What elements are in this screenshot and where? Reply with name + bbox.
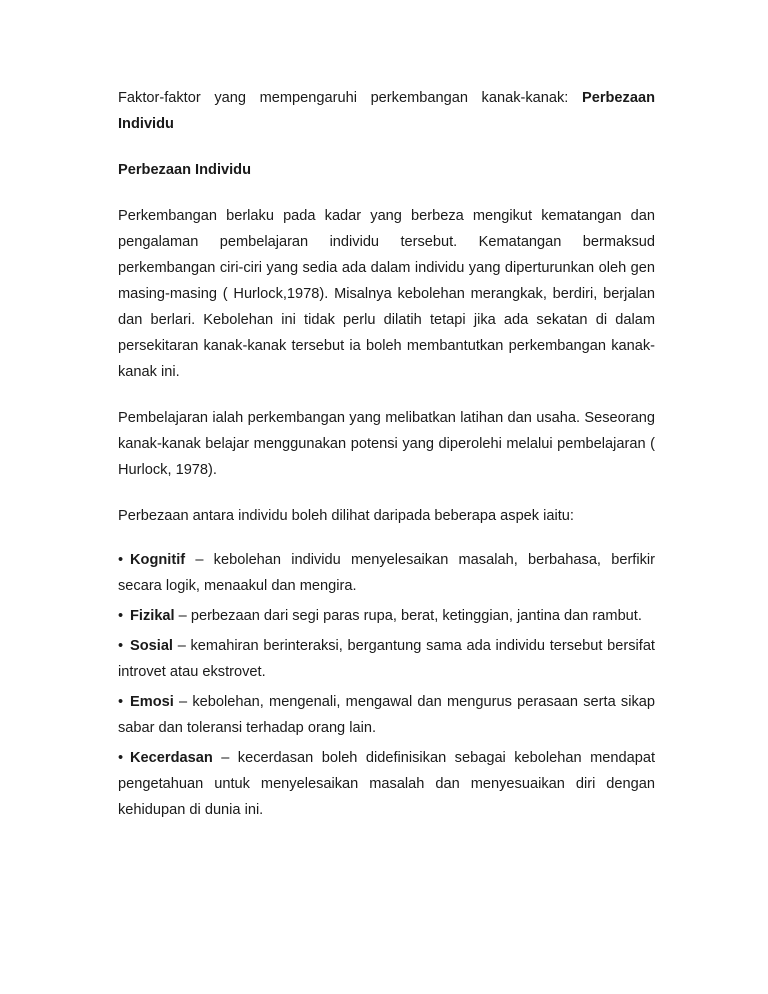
paragraph-perkembangan: Perkembangan berlaku pada kadar yang berbeza mengikut kematangan dan pengalaman pembelajaran individu tersebut. Kematangan bermaksud perkembangan ciri-ciri yang sedia ada dalam individu yang diperturunkan oleh gen masing-masing ( Hurlock,1978). Misalnya kebolehan merangkak, berdiri, berjalan dan berlari. Kebolehan ini tidak perlu dilatih tetapi jika ada sekatan di dalam persekitaran kanak-kanak tersebut ia boleh membantutkan perkembangan kanak-kanak ini. bbox=[118, 208, 655, 380]
aspect-desc: – kebolehan individu menyelesaikan masalah, berbahasa, berfikir secara logik, menaakul dan mengira. bbox=[118, 552, 655, 594]
aspect-desc: – perbezaan dari segi paras rupa, berat, ketinggian, jantina dan rambut. bbox=[174, 608, 642, 624]
bullet-icon: • bbox=[118, 750, 124, 766]
list-item-kognitif bbox=[118, 547, 655, 599]
aspect-desc: – kebolehan, mengenali, mengawal dan mengurus perasaan serta sikap sabar dan toleransi terhadap orang lain. bbox=[118, 694, 655, 736]
aspect-term: Sosial bbox=[130, 638, 173, 654]
aspect-desc: – kecerdasan boleh didefinisikan sebagai kebolehan mendapat pengetahuan untuk menyelesaikan masalah dan menyesuaikan diri dengan kehidupan di dunia ini. bbox=[118, 750, 655, 818]
aspect-term: Kognitif bbox=[130, 552, 186, 568]
intro-line bbox=[118, 85, 655, 137]
aspect-desc: – kemahiran berinteraksi, bergantung sama ada individu tersebut bersifat introvet atau ekstrovet. bbox=[118, 638, 655, 680]
document-page bbox=[118, 85, 655, 827]
paragraph-pembelajaran: Pembelajaran ialah perkembangan yang melibatkan latihan dan usaha. Seseorang kanak-kanak belajar menggunakan potensi yang diperolehi melalui pembelajaran ( Hurlock, 1978). bbox=[118, 410, 655, 478]
aspect-term: Kecerdasan bbox=[130, 750, 213, 766]
section-title: Perbezaan Individu bbox=[118, 162, 251, 178]
aspect-list bbox=[118, 547, 655, 823]
list-item-sosial bbox=[118, 633, 655, 685]
bullet-icon: • bbox=[118, 552, 124, 568]
paragraph-aspek-intro: Perbezaan antara individu boleh dilihat daripada beberapa aspek iaitu: bbox=[118, 508, 574, 524]
aspect-term: Emosi bbox=[130, 694, 174, 710]
bullet-icon: • bbox=[118, 638, 124, 654]
intro-text: Faktor-faktor yang mempengaruhi perkembangan kanak-kanak: bbox=[118, 90, 582, 106]
list-item-fizikal bbox=[118, 603, 655, 629]
aspect-term: Fizikal bbox=[130, 608, 175, 624]
bullet-icon: • bbox=[118, 608, 124, 624]
list-item-kecerdasan bbox=[118, 745, 655, 823]
bullet-icon: • bbox=[118, 694, 124, 710]
intro-bold-text: Perbezaan Individu bbox=[118, 90, 655, 132]
list-item-emosi bbox=[118, 689, 655, 741]
